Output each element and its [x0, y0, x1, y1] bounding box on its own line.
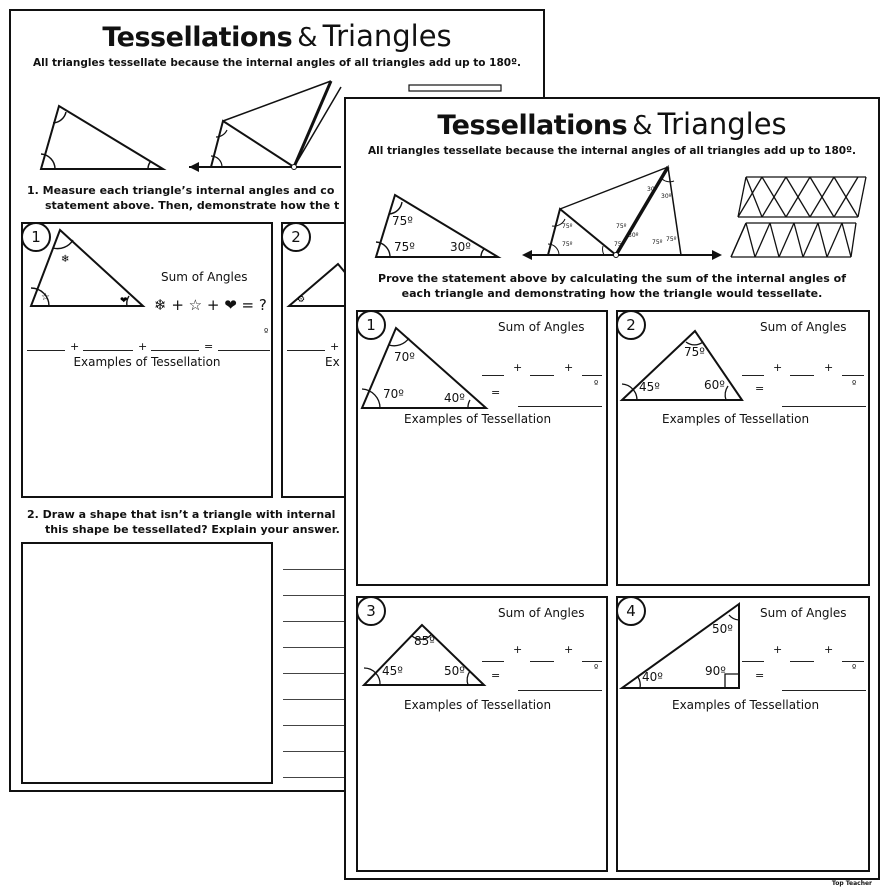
plus-sign: + [513, 361, 523, 374]
title-light: Triangles [657, 107, 787, 141]
plus-sign: + [70, 340, 80, 353]
small-angle: 75º [616, 223, 627, 230]
writing-line[interactable] [283, 751, 353, 752]
title-amp: & [632, 111, 653, 141]
plus-sign: + [824, 643, 834, 656]
equals-sign: = [755, 382, 765, 395]
panel-number: 2 [616, 310, 646, 340]
answer-blank[interactable] [842, 661, 864, 662]
angle-label: 75º [684, 345, 705, 359]
answer-blank[interactable] [582, 375, 602, 376]
answer-blank[interactable] [482, 375, 504, 376]
equals-sign: = [491, 386, 501, 399]
writing-line[interactable] [283, 569, 353, 570]
answer-blank[interactable] [790, 375, 814, 376]
back-panel-1 [21, 222, 273, 498]
subtitle: All triangles tessellate because the internal angles of all triangles add up to 180º. [368, 145, 856, 157]
answer-blank[interactable] [842, 375, 864, 376]
small-angle: 75º [652, 239, 663, 246]
svg-text:☆: ☆ [41, 292, 50, 303]
angle-label: 45º [382, 664, 403, 678]
drawing-box[interactable] [21, 542, 273, 784]
example-angle-top: 75º [392, 214, 413, 228]
sum-of-angles-label: Sum of Angles [498, 320, 585, 334]
angle-label: 85º [414, 634, 435, 648]
answer-blank[interactable] [518, 690, 602, 691]
degree-sign: º [264, 328, 269, 338]
answer-blank[interactable] [742, 661, 764, 662]
plus-sign: + [773, 643, 783, 656]
writing-line[interactable] [283, 647, 353, 648]
answer-blank[interactable] [27, 350, 65, 351]
equals-sign: = [491, 669, 501, 682]
title-light: Triangles [322, 19, 452, 53]
small-angle: 75º [666, 236, 677, 243]
plus-sign: + [773, 361, 783, 374]
brand-label: Top Teacher [831, 880, 872, 887]
question-1 [27, 183, 339, 213]
small-angle: 30º [661, 193, 672, 200]
writing-line[interactable] [283, 777, 353, 778]
examples-label: Examples of Tessellation [404, 698, 552, 712]
plus-sign: + [330, 340, 340, 353]
answer-blank[interactable] [582, 661, 602, 662]
answer-blank[interactable] [782, 690, 866, 691]
angle-label: 45º [639, 380, 660, 394]
answer-blank[interactable] [83, 350, 133, 351]
svg-text:⚙: ⚙ [297, 295, 306, 305]
panel-number: 2 [281, 222, 311, 252]
panel-1 [356, 310, 608, 586]
triangle-1-back [23, 224, 275, 344]
examples-label: Examples of Tessellation [662, 412, 810, 426]
instructions-line2: each triangle and demonstrating how the triangle would tessellate. [401, 287, 823, 300]
small-angle: 30º [647, 186, 658, 193]
equals-sign: = [204, 340, 214, 353]
panel-2 [616, 310, 870, 586]
panel-number: 1 [356, 310, 386, 340]
small-angle: 30º [628, 232, 639, 239]
small-angle: 75º [562, 223, 573, 230]
answer-blank[interactable] [482, 661, 504, 662]
answer-blank[interactable] [782, 406, 866, 407]
instructions [346, 271, 878, 301]
plus-sign: + [824, 361, 834, 374]
degree-sign: º [852, 380, 857, 390]
examples-label: Examples of Tessellation [404, 412, 552, 426]
plus-sign: + [138, 340, 148, 353]
panel-number: 4 [616, 596, 646, 626]
answer-blank[interactable] [790, 661, 814, 662]
examples-label: Examples of Tessellation [73, 355, 221, 369]
answer-blank[interactable] [742, 375, 764, 376]
front-worksheet [344, 97, 880, 880]
small-angle: 75º [562, 241, 573, 248]
angle-label: 50º [444, 664, 465, 678]
writing-line[interactable] [283, 673, 353, 674]
answer-blank[interactable] [530, 661, 554, 662]
angle-label: 40º [642, 670, 663, 684]
plus-sign: + [513, 643, 523, 656]
answer-blank[interactable] [218, 350, 270, 351]
svg-text:❄: ❄ [61, 254, 70, 265]
writing-line[interactable] [283, 595, 353, 596]
plus-sign: + [564, 361, 574, 374]
title-bold: Tessellations [102, 22, 293, 53]
question-1-line2: statement above. Then, demonstrate how the t [45, 199, 340, 212]
writing-line[interactable] [283, 699, 353, 700]
question-2-line2: this shape be tessellated? Explain your answer. [45, 523, 340, 536]
question-1-line1: 1. Measure each triangle’s internal angles and co [27, 184, 335, 197]
answer-blank[interactable] [151, 350, 199, 351]
svg-text:❤: ❤ [120, 296, 128, 306]
writing-line[interactable] [283, 725, 353, 726]
sum-equation: ❄ + ☆ + ❤ = ? [154, 296, 267, 314]
example-angle-left: 75º [394, 240, 415, 254]
panel-number: 3 [356, 596, 386, 626]
sum-of-angles-label: Sum of Angles [161, 270, 248, 284]
degree-sign: º [594, 664, 599, 674]
example-angle-right: 30º [450, 240, 471, 254]
example-diagrams [346, 99, 880, 269]
sum-of-angles-label: Sum of Angles [498, 606, 585, 620]
sum-of-angles-label: Sum of Angles [760, 320, 847, 334]
small-angle: 75º [614, 241, 625, 248]
sum-of-angles-label: Sum of Angles [760, 606, 847, 620]
equals-sign: = [755, 669, 765, 682]
angle-label: 70º [394, 350, 415, 364]
panel-4 [616, 596, 870, 872]
angle-label: 90º [705, 664, 726, 678]
degree-sign: º [852, 664, 857, 674]
question-2 [27, 507, 340, 537]
question-2-line1: 2. Draw a shape that isn’t a triangle with internal [27, 508, 336, 521]
answer-blank[interactable] [518, 406, 602, 407]
plus-sign: + [564, 643, 574, 656]
title-bold: Tessellations [437, 110, 628, 141]
angle-label: 70º [383, 387, 404, 401]
degree-sign: º [594, 380, 599, 390]
angle-label: 60º [704, 378, 725, 392]
panel-3 [356, 596, 608, 872]
answer-blank[interactable] [530, 375, 554, 376]
answer-blank[interactable] [287, 350, 325, 351]
angle-label: 40º [444, 391, 465, 405]
angle-label: 50º [712, 622, 733, 636]
writing-line[interactable] [283, 621, 353, 622]
instructions-line1: Prove the statement above by calculating the sum of the internal angles of [378, 272, 846, 285]
examples-label: Examples of Tessellation [672, 698, 820, 712]
title-amp: & [297, 23, 318, 53]
subtitle: All triangles tessellate because the internal angles of all triangles add up to 180º. [33, 57, 521, 69]
panel-number: 1 [21, 222, 51, 252]
examples-label-partial: Ex [325, 355, 340, 369]
